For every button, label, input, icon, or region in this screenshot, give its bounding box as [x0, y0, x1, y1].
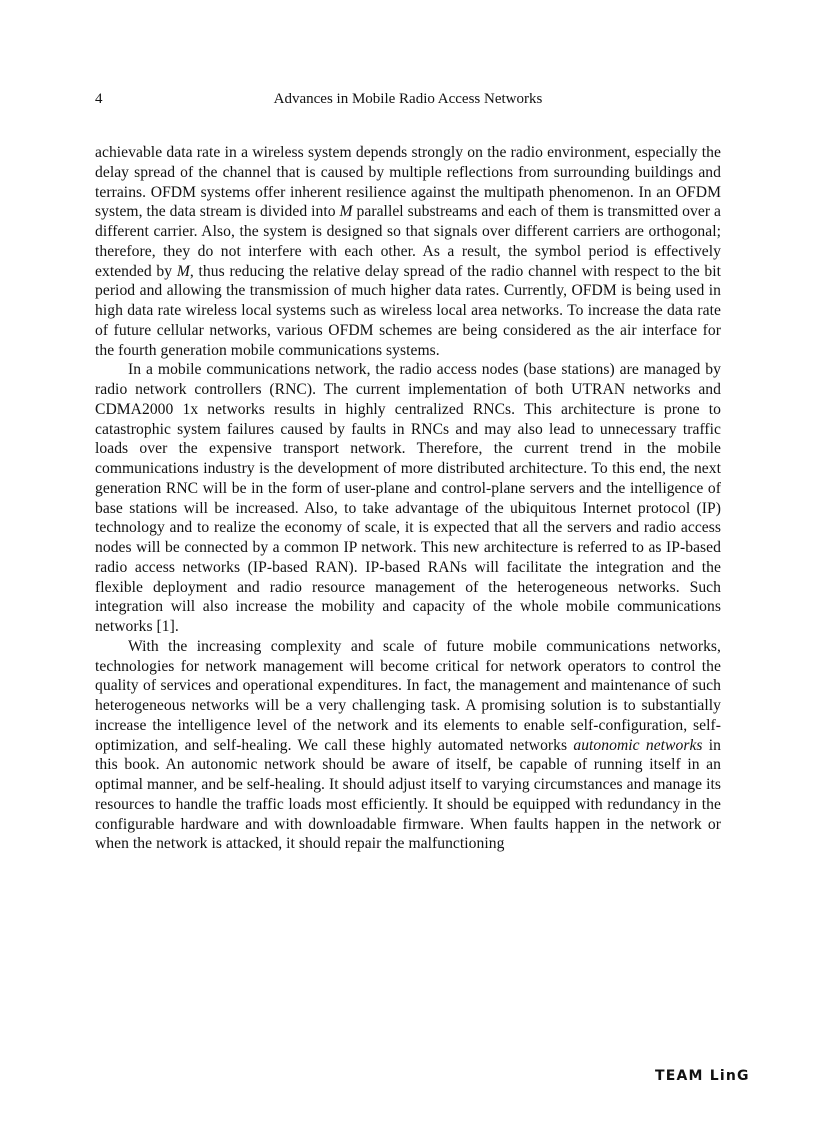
italic-variable: M [339, 203, 353, 221]
team-ling-watermark: TEAM LinG [655, 1068, 750, 1084]
paragraph-text: , thus reducing the relative delay spread of the radio channel with respect to the bit period and allowing the transmission of much higher data rates. Currently, OFDM is being used in high data rate wireless local systems such as wireless local area networks. To increase the data rate of future cellular networks, various OFDM schemes are being considered as the air interface for the fourth generation mobile communications systems. [95, 262, 722, 359]
paragraph-continuation [95, 143, 721, 360]
paragraph-text: achievable data rate in a wireless system depends strongly on the radio environment, especially the delay spread of the channel that is caused by multiple reflections from surrounding buildings and terrains. OFDM systems offer inherent resilience against the multipath phenomenon. In an OFDM system, the data stream is divided into [95, 144, 721, 221]
italic-variable: M [176, 262, 190, 280]
paragraph-rnc: In a mobile communications network, the radio access nodes (base stations) are managed by radio network controllers (RNC). The current implementation of both UTRAN networks and CDMA2000 1x networks results in highly centralized RNCs. This architecture is prone to catastrophic system failures caused by faults in RNCs and may also lead to unnecessary traffic loads over the expensive transport network. Therefore, the current trend in the mobile communications industry is the development of more distributed architecture. To this end, the next generation RNC will be in the form of user-plane and control-plane servers and the intelligence of base stations will be increased. Also, to take advantage of the ubiquitous Internet protocol (IP) technology and to realize the economy of scale, it is expected that all the servers and radio access nodes will be connected by a common IP network. This new architecture is referred to as IP-based radio access networks (IP-based RAN). IP-based RANs will facilitate the integration and the flexible deployment and radio resource management of the heterogeneous networks. Such integration will also increase the mobility and capacity of the whole mobile communications networks [1]. [95, 361, 721, 635]
paragraph-text: With the increasing complexity and scale of future mobile communications networks, technologies for network management will become critical for network operators to control the quality of services and operational expenditures. In fact, the management and maintenance of such heterogeneous networks will be a very challenging task. A promising solution is to substantially increase the intelligence level of the network and its elements to enable self-configuration, self-optimization, and self-healing. We call these highly automated networks [95, 637, 721, 754]
paragraph-autonomic [95, 637, 721, 854]
running-title: Advances in Mobile Radio Access Networks [273, 91, 543, 107]
paragraph-text: parallel substreams and each of them is transmitted over a different carrier. Also, the system is designed so that signals over different carriers are orthogonal; therefore, they do not interfere with each other. As a result, the symbol period is effectively extended by [95, 203, 721, 280]
body-text [95, 143, 721, 854]
page-number: 4 [95, 91, 103, 107]
italic-term: autonomic networks [573, 736, 703, 754]
paragraph-text: in this book. An autonomic network should be aware of itself, be capable of running itself in an optimal manner, and be self-healing. It should adjust itself to varying circumstances and manage its resources to handle the traffic loads most efficiently. It should be equipped with redundancy in the configurable hardware and with downloadable firmware. When faults happen in the network or when the network is attacked, it should repair the malfunctioning [95, 736, 721, 853]
